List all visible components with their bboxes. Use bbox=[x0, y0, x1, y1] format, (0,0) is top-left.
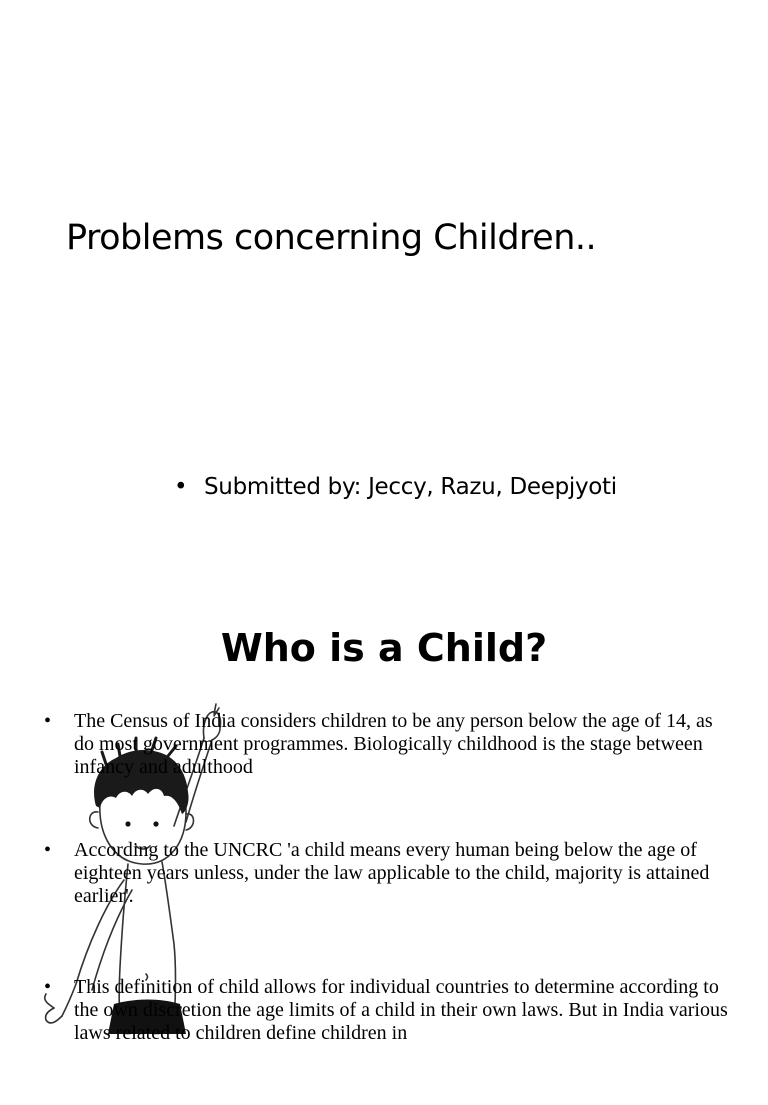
bullet-text: The Census of India considers children to be any person below the age of 14, as do most government programmes. Biologically childhood is the stage between infancy and adulthood bbox=[74, 710, 713, 778]
submitted-by-text: Submitted by: Jeccy, Razu, Deepjyoti bbox=[204, 474, 617, 500]
bullet-icon: • bbox=[44, 839, 52, 861]
bullet-icon: • bbox=[174, 474, 188, 500]
list-item bbox=[0, 839, 768, 908]
slide-heading: Who is a Child? bbox=[220, 626, 548, 670]
list-item bbox=[0, 976, 768, 1045]
presentation-title: Problems concerning Children.. bbox=[66, 218, 597, 258]
bullet-icon: • bbox=[44, 710, 52, 732]
bullet-icon: • bbox=[44, 976, 52, 998]
bullet-text: This definition of child allows for individual countries to determine according to the own discretion the age limits of a child in their own laws. But in India various laws related to children define children in bbox=[74, 976, 728, 1044]
bullet-list bbox=[0, 710, 768, 1105]
slide-who-is-a-child bbox=[0, 576, 768, 1044]
submitted-by-line bbox=[174, 474, 617, 500]
bullet-text: According to the UNCRC 'a child means every human being below the age of eighteen years unless, under the law applicable to the child, majority is attained earlier'. bbox=[74, 839, 710, 907]
list-item bbox=[0, 710, 768, 779]
